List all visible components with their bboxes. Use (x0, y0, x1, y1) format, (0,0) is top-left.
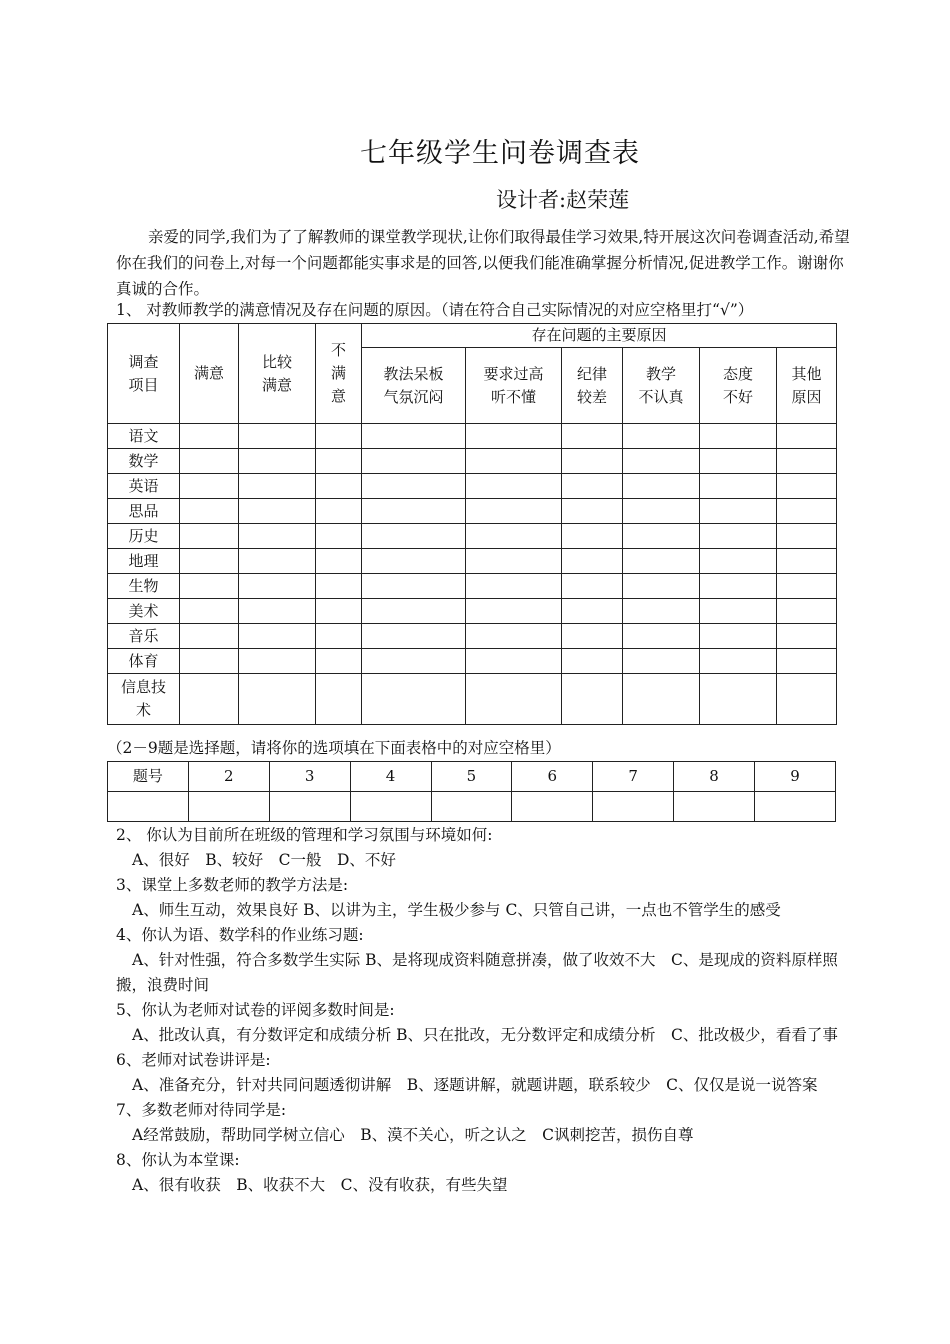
answer-options: A、很好 B、较好 C一般 D、不好 (132, 851, 396, 869)
check-cell[interactable] (316, 474, 362, 499)
header-reasons-group: 存在问题的主要原因 (362, 324, 837, 348)
question-text: 4、你认为语、数学科的作业练习题: (116, 926, 364, 944)
check-cell[interactable] (700, 524, 777, 549)
check-cell[interactable] (239, 574, 316, 599)
table-row (108, 424, 837, 449)
check-cell[interactable] (777, 674, 837, 725)
check-cell[interactable] (777, 649, 837, 674)
check-cell[interactable] (777, 524, 837, 549)
table-row (108, 524, 837, 549)
check-cell[interactable] (180, 499, 239, 524)
page-title: 七年级学生问卷调查表 (360, 138, 640, 169)
subject-cell: 数学 (108, 449, 180, 474)
check-cell[interactable] (623, 549, 700, 574)
check-cell[interactable] (777, 449, 837, 474)
check-cell[interactable] (623, 599, 700, 624)
header-reason: 纪律 较差 (562, 348, 623, 424)
check-cell[interactable] (777, 549, 837, 574)
question-text: 6、老师对试卷讲评是: (116, 1051, 271, 1069)
answer-options: A、准备充分，针对共同问题透彻讲解 B、逐题讲解，就题讲题，联系较少 C、仅仅是说一说答案 (132, 1076, 818, 1094)
answer-cell[interactable] (108, 792, 189, 822)
check-cell[interactable] (362, 624, 466, 649)
subject-cell: 英语 (108, 474, 180, 499)
check-cell[interactable] (180, 449, 239, 474)
table-row (108, 449, 837, 474)
check-cell[interactable] (700, 449, 777, 474)
check-cell[interactable] (316, 524, 362, 549)
subject-cell: 体育 (108, 649, 180, 674)
question-text: 2、 你认为目前所在班级的管理和学习氛围与环境如何: (116, 826, 493, 844)
table-row (108, 624, 837, 649)
satisfaction-table (107, 323, 837, 725)
check-cell[interactable] (316, 449, 362, 474)
question-number: 4 (350, 762, 431, 792)
check-cell[interactable] (180, 599, 239, 624)
header-reason: 要求过高 听不懂 (466, 348, 562, 424)
table-row (108, 474, 837, 499)
check-cell[interactable] (777, 499, 837, 524)
answer-cell[interactable] (512, 792, 593, 822)
check-cell[interactable] (316, 649, 362, 674)
question-number: 7 (593, 762, 674, 792)
check-cell[interactable] (362, 549, 466, 574)
check-cell[interactable] (239, 649, 316, 674)
check-cell[interactable] (700, 624, 777, 649)
check-cell[interactable] (362, 424, 466, 449)
check-cell[interactable] (562, 474, 623, 499)
check-cell[interactable] (466, 474, 562, 499)
check-cell[interactable] (700, 499, 777, 524)
check-cell[interactable] (239, 674, 316, 725)
check-cell[interactable] (239, 624, 316, 649)
check-cell[interactable] (466, 624, 562, 649)
check-cell[interactable] (239, 424, 316, 449)
subject-cell: 音乐 (108, 624, 180, 649)
table-row (108, 599, 837, 624)
answer-options: A、针对性强，符合多数学生实际 B、是将现成资料随意拼凑，做了收效不大 C、是现成的资料原样照 (132, 951, 838, 969)
check-cell[interactable] (316, 674, 362, 725)
check-cell[interactable] (316, 599, 362, 624)
check-cell[interactable] (466, 574, 562, 599)
check-cell[interactable] (623, 674, 700, 725)
question-number: 9 (755, 762, 836, 792)
check-cell[interactable] (623, 574, 700, 599)
answer-cell[interactable] (269, 792, 350, 822)
answer-table (107, 761, 836, 822)
check-cell[interactable] (562, 449, 623, 474)
check-cell[interactable] (777, 599, 837, 624)
answer-cell[interactable] (593, 792, 674, 822)
check-cell[interactable] (623, 474, 700, 499)
check-cell[interactable] (623, 424, 700, 449)
table-row (108, 649, 837, 674)
question-number: 6 (512, 762, 593, 792)
check-cell[interactable] (180, 424, 239, 449)
answer-options: A、很有收获 B、收获不大 C、没有收获，有些失望 (132, 1176, 508, 1194)
check-cell[interactable] (562, 574, 623, 599)
answer-cell[interactable] (431, 792, 512, 822)
table-row (108, 574, 837, 599)
answer-options: A经常鼓励，帮助同学树立信心 B、漠不关心，听之认之 C讽刺挖苦，损伤自尊 (132, 1126, 694, 1144)
question-number: 5 (431, 762, 512, 792)
check-cell[interactable] (239, 474, 316, 499)
check-cell[interactable] (777, 624, 837, 649)
check-cell[interactable] (239, 499, 316, 524)
subject-cell: 生物 (108, 574, 180, 599)
check-cell[interactable] (316, 624, 362, 649)
question-text: 3、课堂上多数老师的教学方法是: (116, 876, 349, 894)
check-cell[interactable] (700, 424, 777, 449)
check-cell[interactable] (777, 424, 837, 449)
check-cell[interactable] (180, 624, 239, 649)
check-cell[interactable] (700, 674, 777, 725)
answer-options: A、师生互动，效果良好 B、以讲为主，学生极少参与 C、只管自己讲，一点也不管学生的感受 (132, 901, 781, 919)
check-cell[interactable] (623, 499, 700, 524)
check-cell[interactable] (362, 449, 466, 474)
question-number: 2 (188, 762, 269, 792)
check-cell[interactable] (180, 474, 239, 499)
check-cell[interactable] (700, 599, 777, 624)
check-cell[interactable] (239, 524, 316, 549)
check-cell[interactable] (623, 624, 700, 649)
check-cell[interactable] (466, 524, 562, 549)
check-cell[interactable] (466, 649, 562, 674)
check-cell[interactable] (466, 599, 562, 624)
check-cell[interactable] (562, 499, 623, 524)
check-cell[interactable] (466, 674, 562, 725)
question-number: 8 (674, 762, 755, 792)
header-fairly-satisfied: 比较 满意 (239, 324, 316, 424)
check-cell[interactable] (623, 524, 700, 549)
header-unsatisfied: 不 满 意 (316, 324, 362, 424)
subject-cell: 思品 (108, 499, 180, 524)
check-cell[interactable] (362, 524, 466, 549)
check-cell[interactable] (180, 574, 239, 599)
check-cell[interactable] (700, 649, 777, 674)
check-cell[interactable] (239, 449, 316, 474)
header-item: 调查 项目 (108, 324, 180, 424)
table-row (108, 674, 837, 725)
subject-cell: 信息技 术 (108, 674, 180, 725)
check-cell[interactable] (562, 524, 623, 549)
check-cell[interactable] (700, 474, 777, 499)
header-reason: 态度 不好 (700, 348, 777, 424)
question-text: 5、你认为老师对试卷的评阅多数时间是: (116, 1001, 395, 1019)
check-cell[interactable] (466, 424, 562, 449)
check-cell[interactable] (239, 549, 316, 574)
header-reason: 教学 不认真 (623, 348, 700, 424)
check-cell[interactable] (777, 474, 837, 499)
table-row (108, 549, 837, 574)
answer-cell[interactable] (350, 792, 431, 822)
check-cell[interactable] (466, 549, 562, 574)
check-cell[interactable] (180, 549, 239, 574)
header-satisfied: 满意 (180, 324, 239, 424)
check-cell[interactable] (562, 549, 623, 574)
question-number: 3 (269, 762, 350, 792)
answer-cell[interactable] (188, 792, 269, 822)
answer-options: A、批改认真，有分数评定和成绩分析 B、只在批改，无分数评定和成绩分析 C、批改极少，看看了事 (132, 1026, 838, 1044)
check-cell[interactable] (362, 574, 466, 599)
check-cell[interactable] (623, 649, 700, 674)
check-cell[interactable] (180, 674, 239, 725)
check-cell[interactable] (362, 599, 466, 624)
check-cell[interactable] (700, 549, 777, 574)
check-cell[interactable] (466, 499, 562, 524)
header-reason: 其他 原因 (777, 348, 837, 424)
check-cell[interactable] (700, 574, 777, 599)
answer-label: 题号 (108, 762, 189, 792)
check-cell[interactable] (562, 424, 623, 449)
check-cell[interactable] (239, 599, 316, 624)
subject-cell: 地理 (108, 549, 180, 574)
check-cell[interactable] (180, 524, 239, 549)
check-cell[interactable] (777, 574, 837, 599)
check-cell[interactable] (623, 449, 700, 474)
check-cell[interactable] (316, 424, 362, 449)
question-text: 7、多数老师对待同学是: (116, 1101, 287, 1119)
question-1: 1、 对教师教学的满意情况及存在问题的原因。（请在符合自己实际情况的对应空格里打“√”） (116, 301, 754, 319)
check-cell[interactable] (316, 549, 362, 574)
check-cell[interactable] (562, 599, 623, 624)
subject-cell: 语文 (108, 424, 180, 449)
check-cell[interactable] (466, 449, 562, 474)
check-cell[interactable] (316, 499, 362, 524)
check-cell[interactable] (562, 674, 623, 725)
table-row (108, 499, 837, 524)
check-cell[interactable] (562, 649, 623, 674)
check-cell[interactable] (362, 674, 466, 725)
designer-line: 设计者:赵荣莲 (496, 188, 630, 212)
check-cell[interactable] (362, 649, 466, 674)
question-text: 8、你认为本堂课: (116, 1151, 240, 1169)
check-cell[interactable] (362, 474, 466, 499)
answer-cell[interactable] (755, 792, 836, 822)
header-reason: 教法呆板 气氛沉闷 (362, 348, 466, 424)
answer-options-continued: 搬，浪费时间 (116, 976, 210, 994)
check-cell[interactable] (316, 574, 362, 599)
answer-cell[interactable] (674, 792, 755, 822)
check-cell[interactable] (180, 649, 239, 674)
intro-paragraph: 亲爱的同学,我们为了了解教师的课堂教学现状,让你们取得最佳学习效果,特开展这次问卷调查活动,希望你在我们的问卷上,对每一个问题都能实事求是的回答,以便我们能准确掌握分析情况,促进教学工作。谢谢你真诚的合作。 (116, 228, 850, 298)
check-cell[interactable] (362, 499, 466, 524)
check-cell[interactable] (562, 624, 623, 649)
choice-note: （2－9题是选择题，请将你的选项填在下面表格中的对应空格里） (107, 739, 561, 757)
subject-cell: 历史 (108, 524, 180, 549)
subject-cell: 美术 (108, 599, 180, 624)
